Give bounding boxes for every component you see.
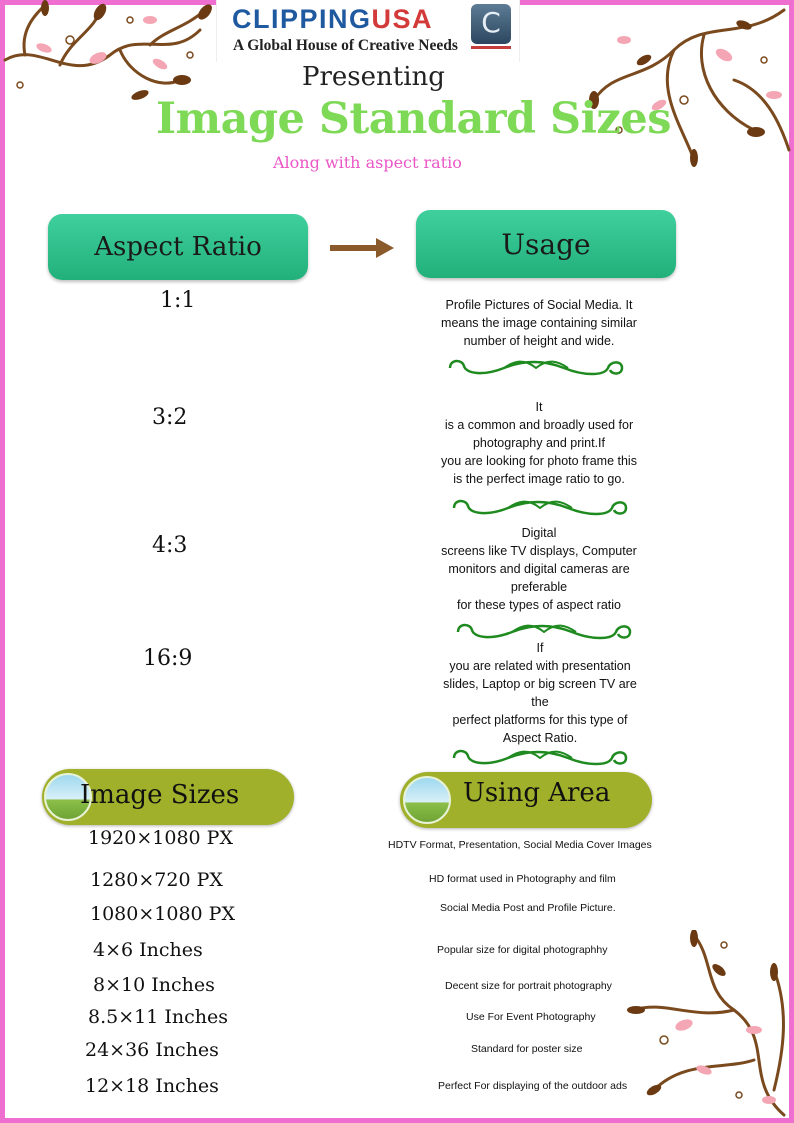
usage-text-4-3 <box>419 524 659 614</box>
area-portrait-photography: Decent size for portrait photography <box>445 980 612 992</box>
vine-ornament-top-right <box>584 0 794 170</box>
usage-line: It <box>535 400 543 414</box>
image-sizes-heading <box>42 769 294 825</box>
size-8-5x11: 8.5×11 Inches <box>88 1006 228 1028</box>
using-area-heading-label: Using Area <box>463 778 611 808</box>
ratio-1-1: 1:1 <box>160 288 196 313</box>
vine-ornament-bottom-right <box>624 930 794 1120</box>
size-1280x720: 1280×720 PX <box>90 869 223 891</box>
usage-text-16-9 <box>420 639 660 747</box>
image-sizes-heading-label: Image Sizes <box>80 780 240 810</box>
size-8x10: 8×10 Inches <box>93 974 215 996</box>
area-outdoor-ads: Perfect For displaying of the outdoor ads <box>438 1080 628 1092</box>
usage-line: means the image containing similar <box>441 316 637 330</box>
swirl-divider <box>452 620 636 644</box>
logo-wordmark <box>232 4 433 35</box>
using-area-heading <box>400 772 652 828</box>
size-12x18: 12×18 Inches <box>85 1075 219 1097</box>
usage-line: preferable <box>510 580 568 594</box>
usage-line: photography and print.If <box>472 436 606 450</box>
area-hd-format: HD format used in Photography and film <box>429 873 616 885</box>
page-subtitle: Along with aspect ratio <box>273 153 462 172</box>
usage-line: the <box>531 695 549 709</box>
size-1080x1080: 1080×1080 PX <box>90 903 235 925</box>
page-title: Image Standard Sizes <box>156 94 671 144</box>
usage-heading <box>416 210 676 278</box>
usage-line: screens like TV displays, Computer <box>441 544 637 558</box>
usage-line: you are looking for photo frame this <box>441 454 637 468</box>
logo-icon-letter: C <box>481 6 501 39</box>
ratio-4-3: 4:3 <box>152 533 188 558</box>
usage-heading-label: Usage <box>501 227 591 261</box>
usage-line: If <box>536 641 544 655</box>
logo-part-clipping: CLIPPING <box>232 4 372 34</box>
area-social-media-post: Social Media Post and Profile Picture. <box>440 902 616 914</box>
area-digital-photography: Popular size for digital photographhy <box>437 944 608 956</box>
usage-line: number of height and wide. <box>463 334 615 348</box>
ratio-3-2: 3:2 <box>152 405 188 430</box>
ratio-16-9: 16:9 <box>143 646 193 671</box>
usage-line: perfect platforms for this type of <box>452 713 628 727</box>
swirl-divider <box>444 356 628 380</box>
logo-tagline: A Global House of Creative Needs <box>233 37 458 54</box>
usage-line: you are related with presentation <box>449 659 631 673</box>
usage-line: monitors and digital cameras are <box>448 562 630 576</box>
presenting-text: Presenting <box>302 62 445 92</box>
swirl-divider <box>448 746 632 770</box>
usage-text-3-2 <box>419 398 659 488</box>
logo-icon <box>471 4 511 44</box>
usage-line: for these types of aspect ratio <box>457 598 621 612</box>
aspect-ratio-heading-label: Aspect Ratio <box>94 232 262 262</box>
usage-line: is the perfect image ratio to go. <box>453 472 625 486</box>
usage-line: slides, Laptop or big screen TV are <box>443 677 637 691</box>
aspect-ratio-heading <box>48 214 308 280</box>
swirl-divider <box>448 496 632 520</box>
arrow-right-icon <box>330 236 396 260</box>
area-hdtv: HDTV Format, Presentation, Social Media Cover Images <box>388 839 652 851</box>
size-4x6: 4×6 Inches <box>93 939 203 961</box>
usage-line: is a common and broadly used for <box>444 418 634 432</box>
area-event-photography: Use For Event Photography <box>466 1011 596 1023</box>
usage-line: Aspect Ratio. <box>502 731 578 745</box>
size-1920x1080: 1920×1080 PX <box>88 827 233 849</box>
logo-underline <box>471 46 511 49</box>
size-24x36: 24×36 Inches <box>85 1039 219 1061</box>
usage-line: Digital <box>521 526 557 540</box>
usage-text-1-1 <box>419 296 659 350</box>
logo-part-usa: USA <box>371 4 434 34</box>
usage-line: Profile Pictures of Social Media. It <box>445 298 633 312</box>
area-poster-size: Standard for poster size <box>471 1043 583 1055</box>
globe-icon <box>403 776 451 824</box>
